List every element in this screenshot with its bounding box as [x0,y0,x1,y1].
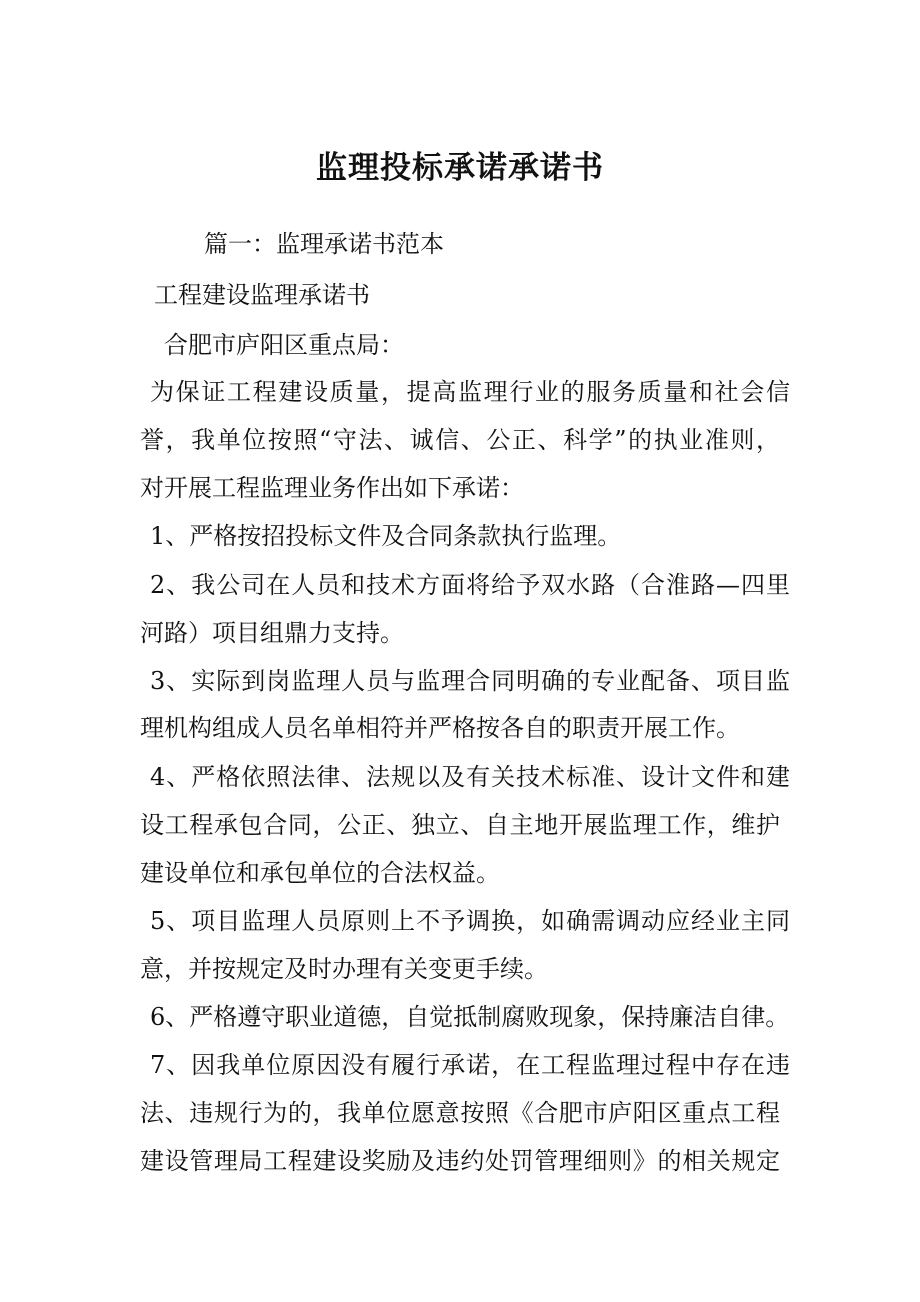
commitment-item: 4、严格依照法律、法规以及有关技术标准、设计文件和建 [150,763,790,791]
body-line: 誉，我单位按照“守法、诚信、公正、科学”的执业准则， [140,426,780,454]
body-line: 对开展工程监理业务作出如下承诺： [140,474,524,502]
document-title: 监理投标承诺承诺书 [316,150,604,186]
commitment-item-continued: 法、违规行为的，我单位愿意按照《合肥市庐阳区重点工程 [140,1099,780,1127]
commitment-item-continued: 河路）项目组鼎力支持。 [140,619,404,647]
letter-title: 工程建设监理承诺书 [154,281,370,309]
commitment-item: 1、严格按招投标文件及合同条款执行监理。 [150,522,622,550]
commitment-item-continued: 理机构组成人员名单相符并严格按各自的职责开展工作。 [140,714,740,742]
section-heading: 篇一：监理承诺书范本 [204,230,444,258]
commitment-item: 6、严格遵守职业道德，自觉抵制腐败现象，保持廉洁自律。 [150,1003,790,1031]
letter-recipient: 合肥市庐阳区重点局： [164,331,404,359]
commitment-item: 5、项目监理人员原则上不予调换，如确需调动应经业主同 [150,907,790,935]
commitment-item: 3、实际到岗监理人员与监理合同明确的专业配备、项目监 [150,667,790,695]
commitment-item-continued: 建设单位和承包单位的合法权益。 [140,859,500,887]
commitment-item: 7、因我单位原因没有履行承诺，在工程监理过程中存在违 [150,1051,790,1079]
commitment-item-continued: 建设管理局工程建设奖励及违约处罚管理细则》的相关规定 [140,1147,780,1175]
commitment-item-continued: 意，并按规定及时办理有关变更手续。 [140,955,548,983]
commitment-item: 2、我公司在人员和技术方面将给予双水路（合淮路—四里 [150,571,790,599]
body-line: 为保证工程建设质量，提高监理行业的服务质量和社会信 [150,378,790,406]
commitment-item-continued: 设工程承包合同，公正、独立、自主地开展监理工作，维护 [140,811,780,839]
